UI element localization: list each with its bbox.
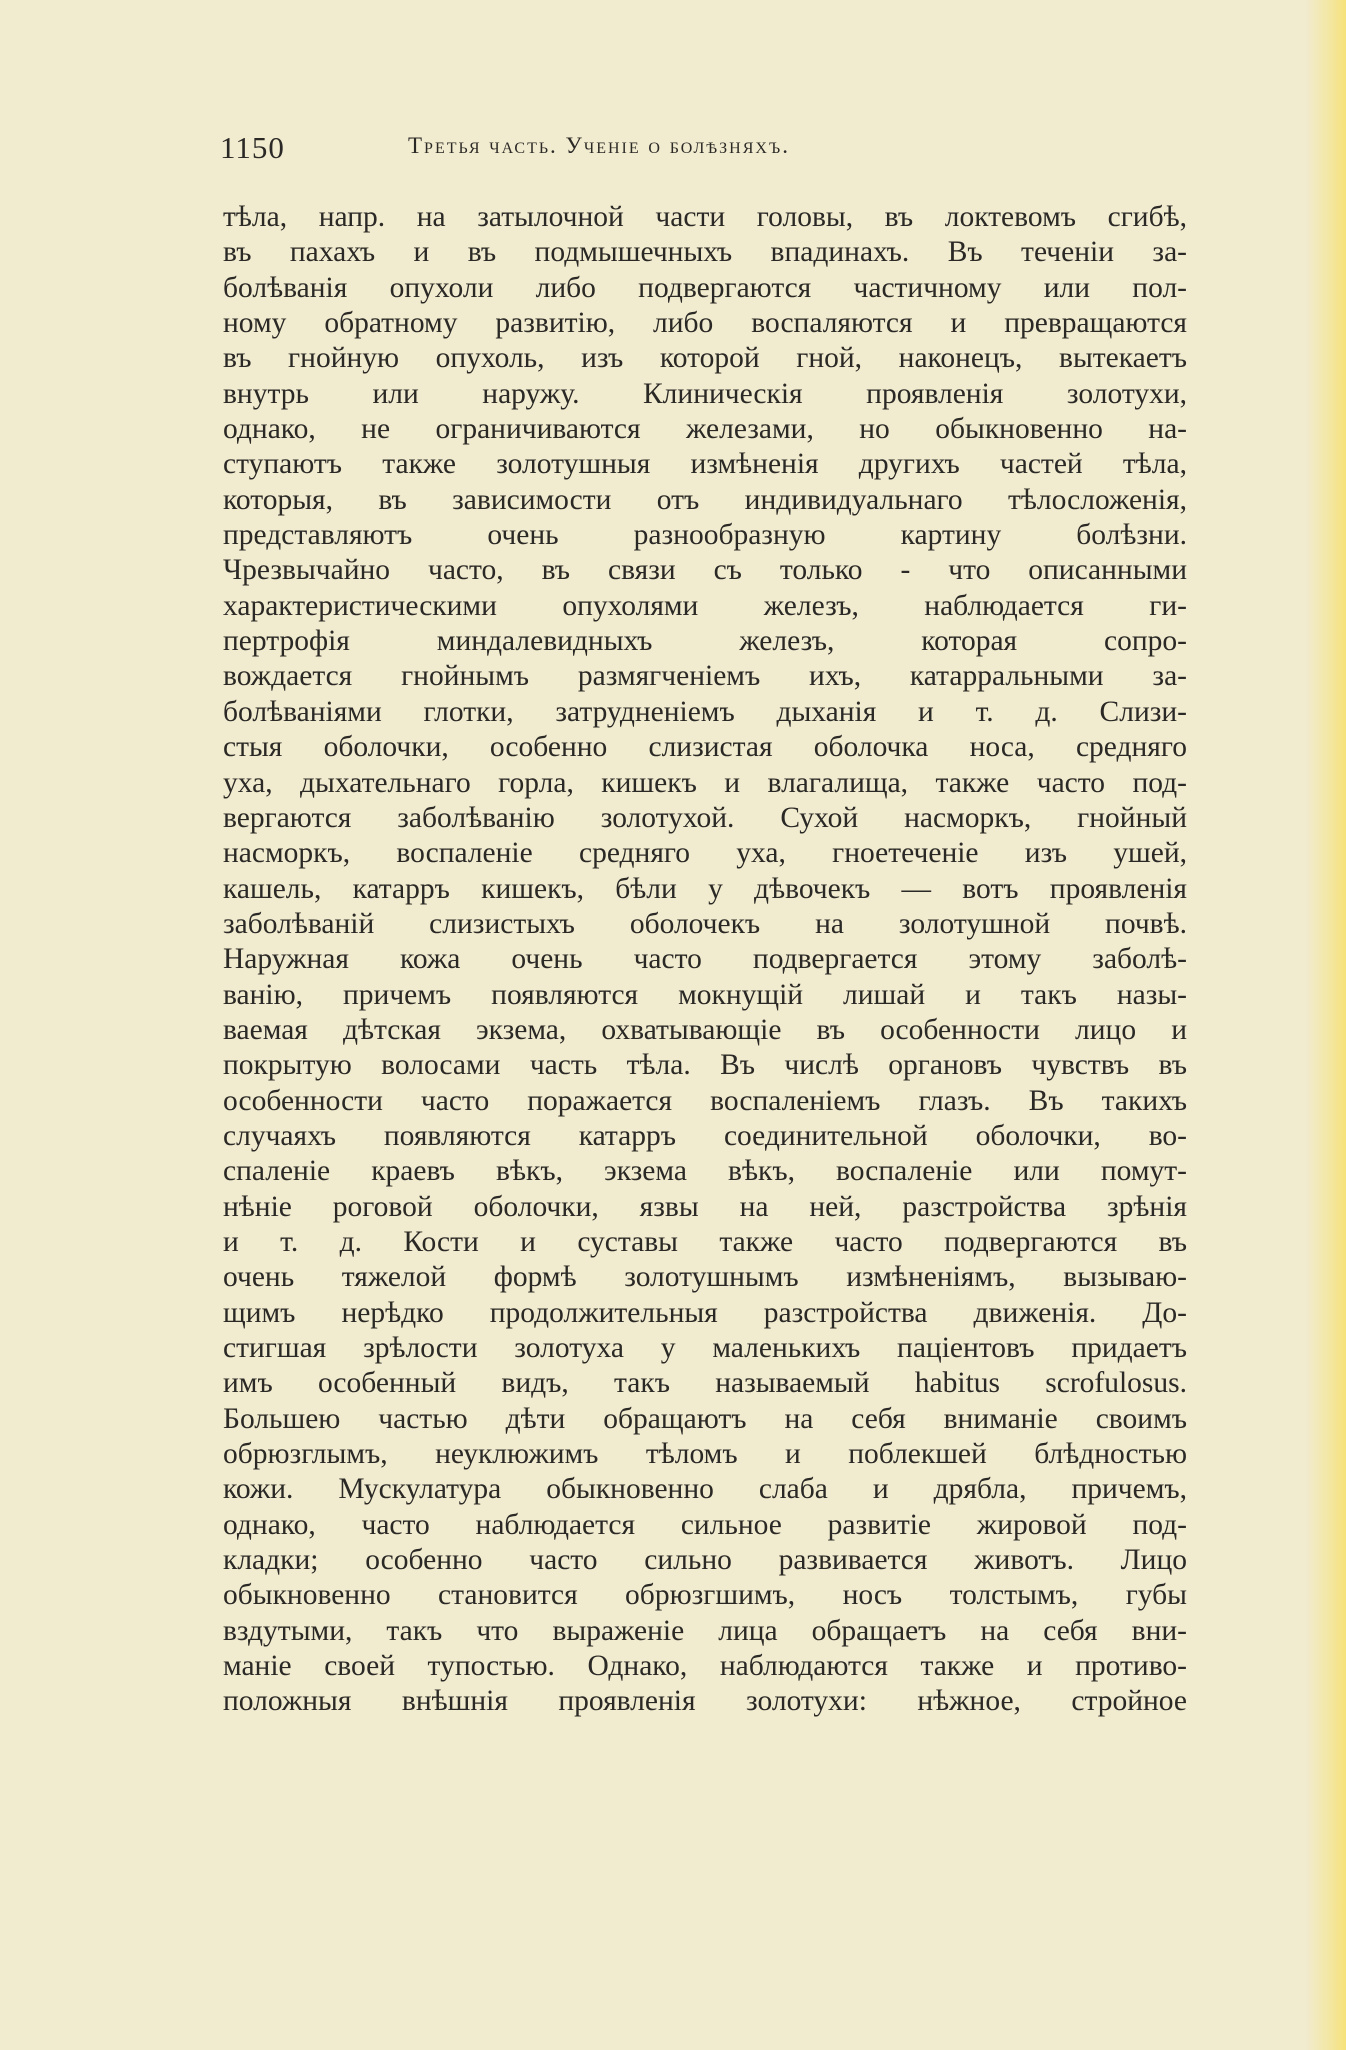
text-line: кашель, катарръ кишекъ, бѣли у дѣвочекъ — вотъ проявленія (223, 872, 1187, 905)
text-line: положныя внѣшнія проявленія золотухи: нѣжное, стройное (223, 1685, 1187, 1718)
text-line: обыкновенно становится обрюзгшимъ, носъ толстымъ, губы (223, 1579, 1187, 1612)
text-line: внутрь или наружу. Клиническія проявленія золотухи, (223, 377, 1187, 410)
text-line: насморкъ, воспаленіе средняго уха, гноетеченіе изъ ушей, (223, 837, 1187, 870)
text-line: имъ особенный видъ, такъ называемый habitus scrofulosus. (223, 1367, 1187, 1400)
text-line: вождается гнойнымъ размягченіемъ ихъ, катарральными за- (223, 660, 1187, 693)
text-line: тѣла, напр. на затылочной части головы, въ локтевомъ сгибѣ, (223, 201, 1187, 233)
text-line: особенности часто поражается воспаленіемъ глазъ. Въ такихъ (223, 1084, 1187, 1117)
text-line: вздутыми, такъ что выраженіе лица обращаетъ на себя вни- (223, 1614, 1187, 1647)
text-line: стыя оболочки, особенно слизистая оболочка носа, средняго (223, 731, 1187, 764)
text-line: однако, часто наблюдается сильное развитіе жировой под- (223, 1508, 1187, 1541)
body-text (223, 200, 1187, 1720)
text-line: ванію, причемъ появляются мокнущій лишай и такъ назы- (223, 978, 1187, 1011)
text-line: ному обратному развитію, либо воспаляются и превращаются (223, 307, 1187, 340)
page-number: 1150 (220, 130, 285, 165)
text-line: кладки; особенно часто сильно развивается животъ. Лицо (223, 1544, 1187, 1577)
text-line: въ пахахъ и въ подмышечныхъ впадинахъ. Въ теченіи за- (223, 236, 1187, 269)
text-line: пертрофія миндалевидныхъ железъ, которая сопро- (223, 625, 1187, 658)
text-line: ваемая дѣтская экзема, охватывающіе въ особенности лицо и (223, 1013, 1187, 1046)
text-line: характеристическими опухолями железъ, наблюдается ги- (223, 589, 1187, 622)
text-line: очень тяжелой формѣ золотушнымъ измѣненіямъ, вызываю- (223, 1261, 1187, 1294)
text-line: представляютъ очень разнообразную картину болѣзни. (223, 519, 1187, 552)
text-line: заболѣваній слизистыхъ оболочекъ на золотушной почвѣ. (223, 907, 1187, 940)
running-head: Третья часть. Ученіе о болѣзняхъ. (408, 133, 790, 158)
text-line: болѣванія опухоли либо подвергаются частичному или пол- (223, 271, 1187, 304)
text-line: которыя, въ зависимости отъ индивидуальнаго тѣлосложенія, (223, 483, 1187, 516)
text-line: нѣніе роговой оболочки, язвы на ней, разстройства зрѣнія (223, 1190, 1187, 1223)
page-edge-tint (1306, 0, 1346, 2050)
text-line: въ гнойную опухоль, изъ которой гной, наконецъ, вытекаетъ (223, 342, 1187, 375)
page-header (220, 130, 1120, 170)
text-line: обрюзглымъ, неуклюжимъ тѣломъ и поблекшей блѣдностью (223, 1438, 1187, 1471)
text-line: и т. д. Кости и суставы также часто подвергаются въ (223, 1225, 1187, 1258)
text-line: Чрезвычайно часто, въ связи съ только - что описанными (223, 554, 1187, 587)
text-line: Большею частью дѣти обращаютъ на себя вниманіе своимъ (223, 1402, 1187, 1435)
text-line: ступаютъ также золотушныя измѣненія другихъ частей тѣла, (223, 448, 1187, 481)
text-line: щимъ нерѣдко продолжительныя разстройства движенія. До- (223, 1296, 1187, 1329)
text-line: болѣваніями глотки, затрудненіемъ дыханія и т. д. Слизи- (223, 695, 1187, 728)
text-line: кожи. Мускулатура обыкновенно слаба и дрябла, причемъ, (223, 1473, 1187, 1506)
text-line: Наружная кожа очень часто подвергается этому заболѣ- (223, 943, 1187, 976)
text-line: стигшая зрѣлости золотуха у маленькихъ паціентовъ придаетъ (223, 1332, 1187, 1364)
text-line: покрытую волосами часть тѣла. Въ числѣ органовъ чувствъ въ (223, 1049, 1187, 1082)
text-line: уха, дыхательнаго горла, кишекъ и влагалища, также часто под- (223, 766, 1187, 799)
text-line: спаленіе краевъ вѣкъ, экзема вѣкъ, воспаленіе или помут- (223, 1155, 1187, 1188)
text-line: маніе своей тупостью. Однако, наблюдаются также и противо- (223, 1650, 1187, 1683)
text-line: случаяхъ появляются катарръ соединительной оболочки, во- (223, 1119, 1187, 1152)
text-line: однако, не ограничиваются железами, но обыкновенно на- (223, 413, 1187, 446)
text-line: вергаются заболѣванію золотухой. Сухой насморкъ, гнойный (223, 801, 1187, 834)
